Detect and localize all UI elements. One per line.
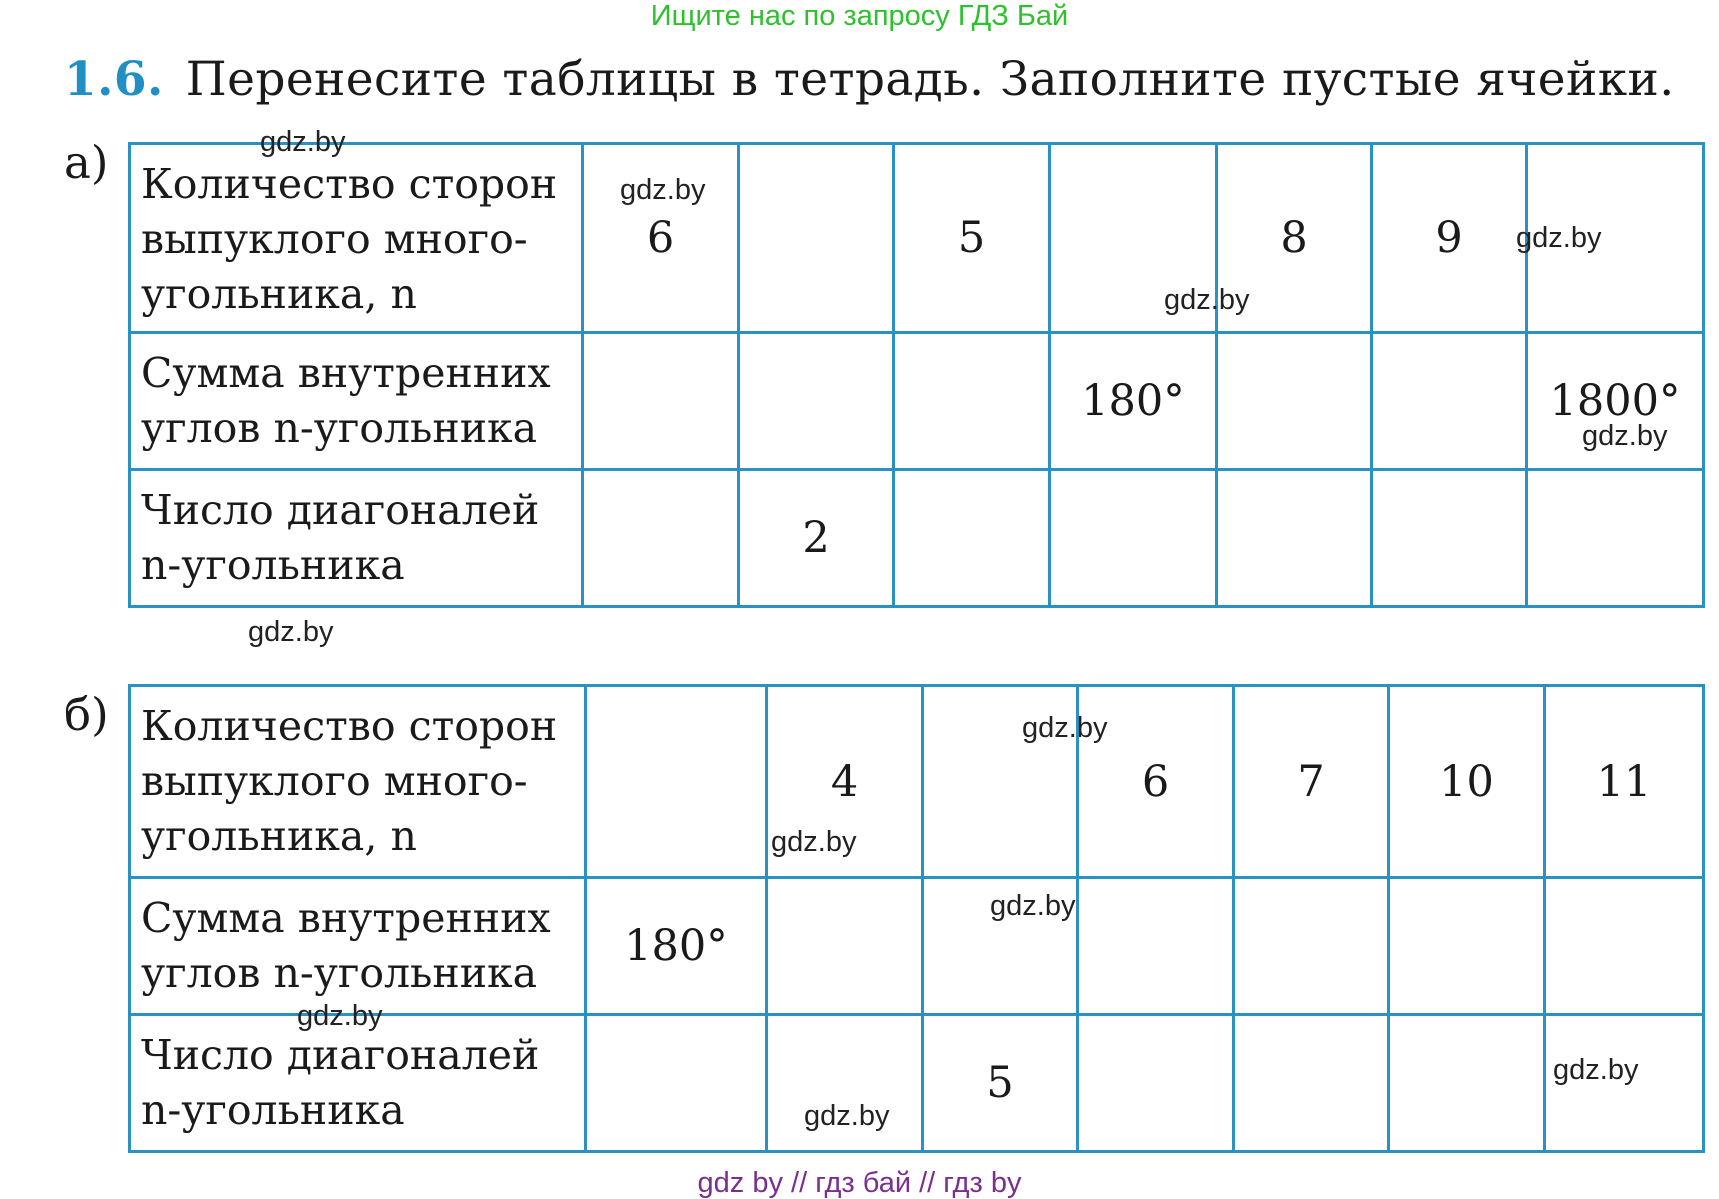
task-number: 1.6. (64, 52, 164, 107)
table-cell (739, 144, 894, 333)
watermark: gdz.by (1582, 420, 1668, 452)
table-cell (1389, 1015, 1545, 1152)
table-cell (894, 470, 1050, 607)
watermark: gdz.by (1164, 284, 1250, 316)
watermark: gdz.by (1516, 222, 1602, 254)
task-heading (64, 48, 1675, 112)
table-row (130, 144, 1704, 333)
table-cell (1389, 878, 1545, 1015)
table-cell: 6 (583, 144, 739, 333)
watermark: gdz.by (248, 616, 334, 648)
table-row (130, 1015, 1704, 1152)
table-cell (739, 333, 894, 470)
site-banner: Ищите нас по запросу ГДЗ Бай (650, 0, 1069, 32)
watermark: gdz.by (771, 826, 857, 858)
table-cell (1234, 878, 1389, 1015)
table-cell (1217, 333, 1372, 470)
part-b-label: б) (64, 688, 109, 741)
footer-watermark: gdz by // гдз бай // гдз by (697, 1167, 1022, 1199)
table-cell (586, 1015, 767, 1152)
table-row (130, 878, 1704, 1015)
table-cell (1527, 470, 1704, 607)
table-cell (1545, 878, 1704, 1015)
watermark: gdz.by (990, 890, 1076, 922)
table-cell: 2 (739, 470, 894, 607)
row-header-angle-sum: Сумма внутренних углов n-угольника (130, 333, 583, 470)
table-cell (767, 878, 923, 1015)
table-row (130, 333, 1704, 470)
table-cell (1372, 470, 1527, 607)
row-header-diagonals: Число диагоналей n-угольника (130, 1015, 586, 1152)
task-text: Перенесите таблицы в тетрадь. Заполните пустые ячейки. (185, 52, 1675, 107)
watermark: gdz.by (1553, 1054, 1639, 1086)
row-header-angle-sum: Сумма внутренних углов n-угольника (130, 878, 586, 1015)
watermark: gdz.by (620, 174, 706, 206)
table-cell: 180° (586, 878, 767, 1015)
table-cell: 8 (1217, 144, 1372, 333)
table-cell: 1800° (1527, 333, 1704, 470)
table-cell: 6 (1078, 686, 1234, 878)
table-row (130, 686, 1704, 878)
watermark: gdz.by (297, 1000, 383, 1032)
table-cell (1078, 878, 1234, 1015)
table-cell: 5 (923, 1015, 1078, 1152)
table-part-b (128, 684, 1705, 1153)
table-cell: 180° (1050, 333, 1217, 470)
row-header-sides: Количество сторон выпуклого много- угольника, n (130, 144, 583, 333)
table-part-a (128, 142, 1705, 608)
table-cell: 10 (1389, 686, 1545, 878)
part-a-label: а) (64, 136, 109, 189)
table-cell (1372, 333, 1527, 470)
table-cell (1050, 470, 1217, 607)
row-header-sides: Количество сторон выпуклого много- угольника, n (130, 686, 586, 878)
watermark: gdz.by (804, 1100, 890, 1132)
table-cell: 9 (1372, 144, 1527, 333)
watermark: gdz.by (260, 126, 346, 158)
table-cell (583, 470, 739, 607)
table-cell (1078, 1015, 1234, 1152)
watermark: gdz.by (1022, 712, 1108, 744)
table-cell (1217, 470, 1372, 607)
table-cell: 7 (1234, 686, 1389, 878)
table-cell (894, 333, 1050, 470)
table-cell: 11 (1545, 686, 1704, 878)
table-cell: 5 (894, 144, 1050, 333)
table-cell: 4 (767, 686, 923, 878)
table-cell (583, 333, 739, 470)
table-cell (1234, 1015, 1389, 1152)
row-header-diagonals: Число диагоналей n-угольника (130, 470, 583, 607)
table-row (130, 470, 1704, 607)
table-cell (586, 686, 767, 878)
